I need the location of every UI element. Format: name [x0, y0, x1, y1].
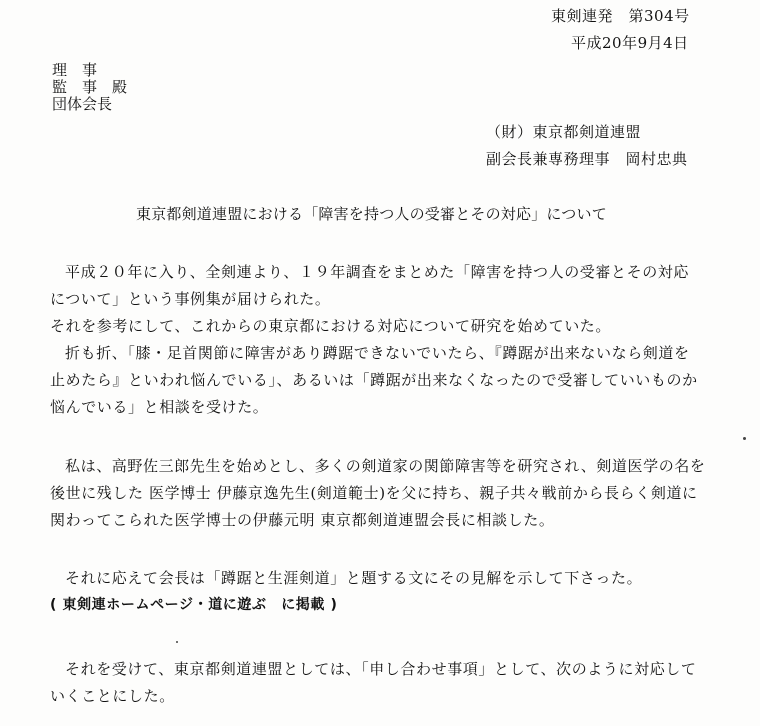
scan-speck	[176, 641, 178, 643]
body-line: 平成２０年に入り、全剣連より、１９年調査をまとめた「障害を持つ人の受審とその対応	[65, 263, 690, 281]
body-line: 後世に残した 医学博士 伊藤京逸先生(剣道範士)を父に持ち、親子共々戦前から長らく剣道に	[50, 484, 698, 502]
body-line: いくことにした。	[50, 687, 175, 705]
scan-speck	[743, 437, 746, 440]
reference-number: 東剣連発 第304号	[551, 7, 690, 25]
body-line: それに応えて会長は「蹲踞と生涯剣道」と題する文にその見解を示して下さった。	[65, 569, 643, 587]
body-note: ( 東剣連ホームページ・道に遊ぶ に掲載 )	[50, 597, 338, 613]
body-line: 止めたら』といわれ悩んでいる」、あるいは「蹲踞が出来なくなったので受審していいものか	[50, 371, 698, 389]
body-line: 私は、高野佐三郎先生を始めとし、多くの剣道家の関節障害等を研究され、剣道医学の名を	[65, 457, 706, 475]
addressee-auditors: 監 事 殿	[52, 78, 128, 96]
body-line: について」という事例集が届けられた。	[50, 290, 331, 308]
addressee-group-heads: 団体会長	[52, 95, 113, 113]
body-line: 関わってこられた医学博士の伊藤元明 東京都剣道連盟会長に相談した。	[50, 511, 555, 529]
sender-organization: （財）東京都剣道連盟	[486, 123, 642, 141]
body-line: 悩んでいる」と相談を受けた。	[50, 398, 269, 416]
addressee-directors: 理 事	[52, 61, 98, 79]
body-line: それを参考にして、これからの東京都における対応について研究を始めていた。	[50, 317, 612, 335]
sender-name: 副会長兼専務理事 岡村忠典	[486, 150, 688, 168]
document-title: 東京都剣道連盟における「障害を持つ人の受審とその対応」について	[136, 205, 607, 223]
body-line: 折も折、「膝・足首関節に障害があり蹲踞できないでいたら、『蹲踞が出来ないなら剣道を	[65, 344, 690, 362]
body-line: それを受けて、東京都剣道連盟としては、「申し合わせ事項」として、次のように対応して	[65, 660, 697, 678]
document-date: 平成20年9月4日	[571, 34, 689, 52]
